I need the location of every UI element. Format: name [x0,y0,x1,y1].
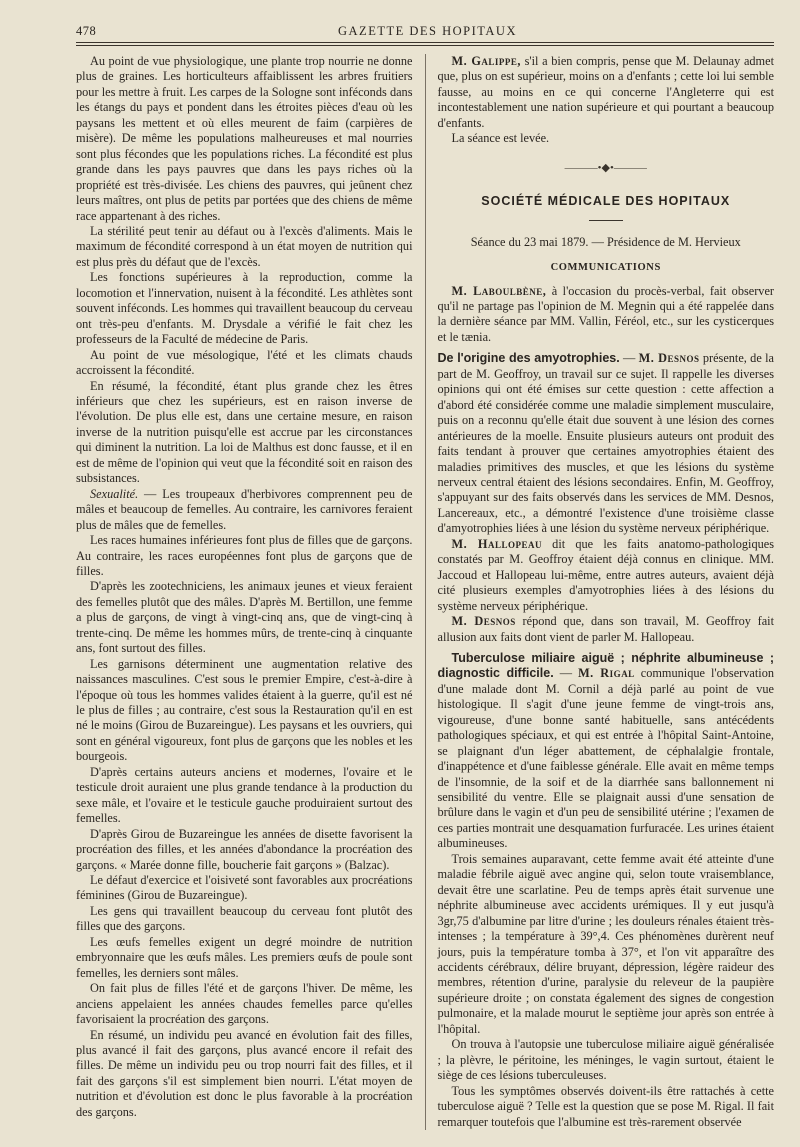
paragraph: Au point de vue physiologique, une plante trop nourrie ne donne plus de graines. Les horticulteurs affaiblissent les arbres fruitiers pour les mettre à fruit. Les carpes de la Sologne sont inféconds dans les étangs du pays et pondent dans les étroites pièces d'eau où les paysans les mettent et où elles meurent de faim (carpières de misère). De même les populations malheureuses et mal nourries sont plus fécondes que les populations riches. La fécondité est plus grande dans les pays pauvres que dans les pays riches où la propriété est très-divisée. Les chiens des pauvres, qui jeûnent chez leurs maîtres, ont plus de petits par portées que des chiens de même race appartenant à des riches. [76,54,413,223]
paragraph: Trois semaines auparavant, cette femme avait été atteinte d'une maladie fébrile aiguë avec angine qui, selon toute vraisemblance, devait être une scarlatine. Peu de temps après était survenue une néphrite albumineuse avec accidents urémiques. Il y eut jusqu'à 3gr,75 d'albumine par litre d'urine ; les douleurs rénales étaient très-intenses ; la température à 39°,4. Ces phénomènes durèrent neuf jours, puis la température tomba à 37°, et l'on vit apparaître des accidents cérébraux, délire bruyant, dépression, légère raideur des membres, rétention d'urine, paralysie du releveur de la paupière supérieure droite ; on constata également des signes de congestion pulmonaire, et la malade mourut le septième jour après son entrée à l'hôpital. [437,851,774,1036]
session-line: Séance du 23 mai 1879. — Présidence de M. Hervieux [470,234,741,249]
sexualite-text: — Les troupeaux d'herbivores comprennent peu de mâles et beaucoup de femelles. Au contraire, les carnivores feraient plus de mâles que de femelles. [76,486,413,532]
sexualite-label: Sexualité. [90,486,139,501]
paragraph-sexualite [76,487,413,533]
paragraph-desnos [438,614,775,645]
paragraph: D'après les zootechniciens, les animaux jeunes et vieux feraient des femelles plutôt que des mâles. D'après M. Bertillon, une femme a plus de garçons, de vingt à vingt-cinq ans, que de vingt-cinq à trente-cinq. De même les hommes mûrs, de trente-cinq à cinquante ans, font surtout des filles. [76,579,413,656]
paragraph: D'après Girou de Buzareingue les années de disette favorisent la procréation des filles, et les années d'abondance la procréation des garçons. « Marée donne fille, boucherie fait garçons » (Balzac). [76,826,413,872]
tuberculose-text: communique l'observation d'une malade dont M. Cornil a déjà parlé au point de vue histologique. Il s'agit d'une jeune femme de vingt-trois ans, vigoureuse, d'une bonne santé habituelle, sans antécédents pathologiques spéciaux, et qui est entrée à l'hôpital Saint-Antoine, se plaignant d'un léger abattement, de céphalalgie frontale, d'inappétence et d'une faiblesse générale. Elle avait en même temps de l'insomnie, de la soif et de la diarrhée sans ballonnement ni sensibilité du ventre. Elle se plaignait aussi d'une sensation de brûlure dans le vagin et d'un peu de sensibilité utérine ; l'examen de ces parties montrait une desquamation furfuracée. Les urines étaient albumineuses. [437,666,775,851]
right-column [425,54,775,1130]
paragraph: On trouva à l'autopsie une tuberculose miliaire aiguë généralisée ; la plèvre, le péritoine, les méninges, le vagin surtout, étaient le siège de ces lésions tuberculeuses. [437,1037,774,1083]
header-double-rule [76,42,774,46]
paragraph-laboulbene [438,284,775,346]
paragraph: Les gens qui travaillent beaucoup du cerveau font plutôt des filles que des garçons. [76,903,413,934]
dash: — [553,666,579,681]
paragraph-amyotrophies [438,351,775,536]
paragraph-galippe [438,54,775,131]
paragraph-tuberculose [438,651,775,852]
journal-title: GAZETTE DES HOPITAUX [338,24,517,38]
paragraph: Les œufs femelles exigent un degré moindre de nutrition embryonnaire que les œufs mâles. Les premiers œufs de poule sont femelles, les derniers sont mâles. [76,934,413,980]
paragraph: Les fonctions supérieures à la reproduction, comme la locomotion et l'innervation, nuisent à la fécondité. Les athlètes sont souvent inféconds. Les hommes qui travaillent beaucoup du cerveau ont très-peu d'enfants. M. Drysdale a vérifié le fait chez les professeurs de la Faculté de médecine de Paris. [76,270,413,347]
society-title: SOCIÉTÉ MÉDICALE DES HOPITAUX [481,194,731,209]
speaker-name: M. Laboulbène, [451,283,547,298]
speaker-name: M. Rigal [578,666,635,681]
paragraph: D'après certains auteurs anciens et modernes, l'ovaire et le testicule droit auraient une plus grande tendance à la production du sexe mâle, et l'ovaire et le testicule gauche produiraient surtout des femelles. [76,764,413,826]
paragraph: En résumé, un individu peu avancé en évolution fait des filles, plus avancé il fait des garçons, plus avancé encore il refait des filles. De même un individu peu ou trop nourri fait des filles, et il fait des garçons s'il est simplement bien nourri. L'état moyen de nutrition et d'évolution est donc le plus favorable à la procréation des garçons. [76,1027,413,1119]
speaker-name: M. Desnos [451,614,516,629]
left-column [76,54,425,1130]
speaker-name: M. Galippe, [451,54,521,68]
two-column-body [76,54,774,1130]
paragraph: On fait plus de filles l'été et de garçons l'hiver. De même, les anciens appelaient les années chaudes femelles parce qu'elles favorisaient la procréation des garçons. [76,981,413,1027]
laboulbene-text: à l'occasion du procès-verbal, fait observer qu'il ne partage pas l'opinion de M. Megnin qui a été rappelée dans la dernière séance par MM. Vallin, Féréol, etc., sur les cysticerques et le tænia. [437,283,775,344]
paragraph: Les races humaines inférieures font plus de filles que de garçons. Au contraire, les races européennes font plus de garçons que de filles. [76,533,413,578]
article-title: De l'origine des amyotrophies. [437,351,620,366]
article-title: Tuberculose miliaire aiguë ; néphrite albumineuse ; diagnostic difficile. [437,650,774,681]
communications-heading: COMMUNICATIONS [550,262,661,274]
dash: — [619,351,639,366]
paragraph: Le défaut d'exercice et l'oisiveté sont favorables aux procréations féminines (Girou de Buzareingue). [76,873,413,903]
hallopeau-text: dit que les faits anatomo-pathologiques constatés par M. Geoffroy étaient déjà connus en clinique. MM. Jaccoud et Hallopeau lui-même, entre autres auteurs, avaient déjà cité plusieurs exemples d'amyotrophies liées à des lésions du système nerveux périphérique. [437,536,774,613]
amyotrophies-text: présente, de la part de M. Geoffroy, un travail sur ce sujet. Il rappelle les diverses opinions qui ont été émises sur cette question : cette affection a d'abord été considérée comme une maladie simplement musculaire, puis on a reconnu qu'elle était due souvent à une lésion des cornes antérieures de la moelle. Ensuite plusieurs auteurs ont produit des faits tendant à prouver que certaines amyotrophies étaient des maladies primitives des muscles, et que les lésions du système nerveux central étaient des lésions secondaires. Enfin, M. Geoffroy, s'appuyant sur des faits observés dans les services de MM. Desnos, Lancereaux, etc., a démontré l'existence d'une troisième classe d'amyotrophies liées à une lésion du système nerveux périphérique. [437,351,774,536]
paragraph: La stérilité peut tenir au défaut ou à l'excès d'aliments. Mais le maximum de fécondité correspond à un état moyen de nutrition qui est plus près du défaut que de l'excès. [76,223,413,269]
speaker-name: M. Hallopeau [451,536,542,551]
speaker-name: M. Desnos [638,351,700,366]
paragraph-hallopeau [438,537,775,614]
running-head [76,14,774,38]
desnos-text: répond que, dans son travail, M. Geoffroy fait allusion aux faits dont vient de parler M. Hallopeau. [437,614,774,644]
ornament-divider: ———•◆•——— [564,161,647,174]
paragraph: En résumé, la fécondité, étant plus grande chez les êtres inférieurs que chez les supérieurs, est en raison inverse de l'évolution. De plus elle est, dans une certaine mesure, en raison inverse de la nutrition puisqu'elle est accrue par les circonstances qui diminent la nutrition. La loi de Malthus est donc fausse, et il en est de même de l'opinion qui veut que la fécondité soit en raison des subsistances. [76,378,413,486]
paragraph: Au point de vue mésologique, l'été et les climats chauds accroissent la fécondité. [76,347,413,378]
galippe-text: s'il a bien compris, pense que M. Delaunay admet que, plus on est supérieur, moins on a d'enfants ; cette loi lui semble fausse, au moins en ce qui concerne l'Angleterre qui est incontestablement une nation supérieure et qui pourtant a beaucoup d'enfants. [437,54,774,130]
paragraph: Tous les symptômes observés doivent-ils être rattachés à cette tuberculose aiguë ? Telle est la question que se pose M. Rigal. Il fait remarquer toutefois que l'albumine est très-rarement observée [437,1083,774,1129]
paragraph: Les garnisons déterminent une augmentation relative des naissances masculines. C'est sous le premier Empire, c'est-à-dire à l'époque où tous les hommes valides étaient à la guerre, qu'il est né le plus de filles ; au contraire, c'est sous la Restauration qu'il en est né le moins (Girou de Buzareingue). Les paysans et les ouvriers, qui sont en général vigoureux, font plus de garçons que les nobles et les bourgeois. [76,656,413,764]
short-rule [589,220,623,221]
page-number: 478 [76,24,97,38]
session-closed: La séance est levée. [451,131,550,146]
